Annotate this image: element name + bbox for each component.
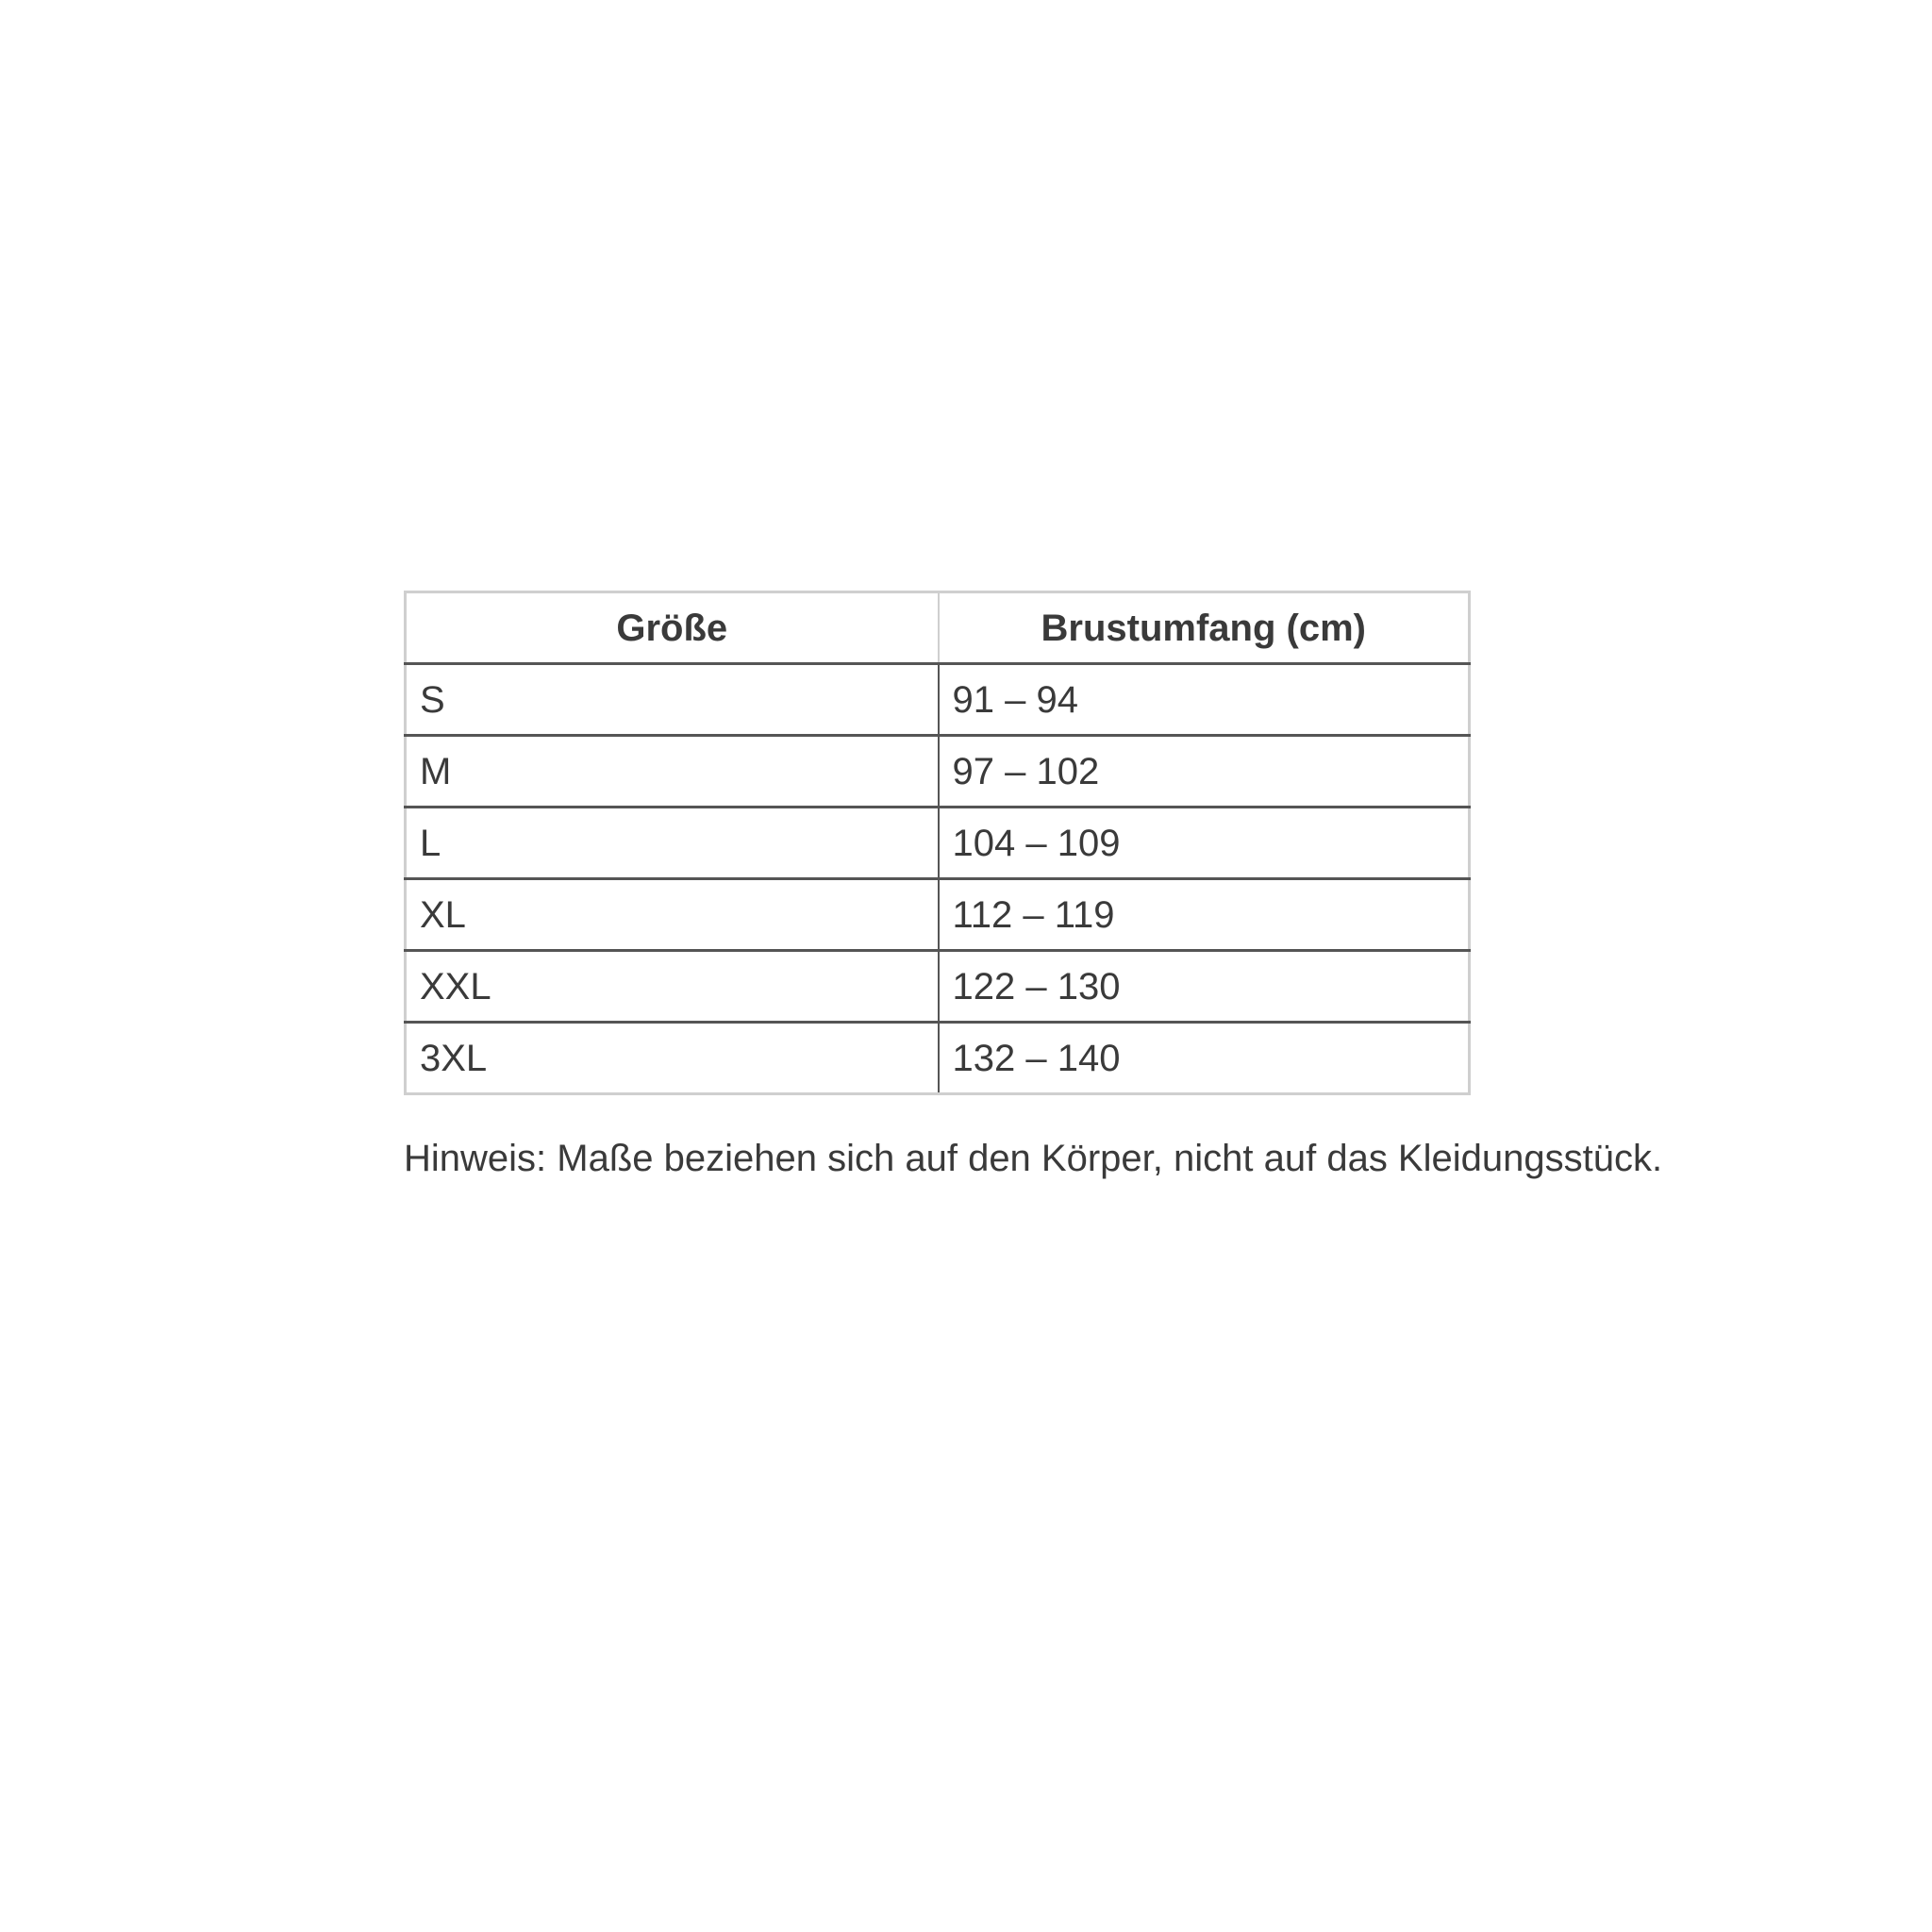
header-row	[406, 592, 1470, 664]
size-chart-table	[404, 591, 1471, 1095]
table-row	[406, 664, 1470, 736]
cell-size: 3XL	[406, 1023, 939, 1094]
measurement-note: Hinweis: Maße beziehen sich auf den Körper, nicht auf das Kleidungsstück.	[404, 1138, 1663, 1179]
header-chest-circumference: Brustumfang (cm)	[939, 592, 1470, 664]
cell-chest: 112 – 119	[939, 879, 1470, 951]
cell-chest: 132 – 140	[952, 1037, 1121, 1079]
cell-size: L	[406, 808, 939, 879]
table-body	[406, 664, 1470, 1094]
cell-chest: 91 – 94	[939, 664, 1470, 736]
cell-size: XL	[406, 879, 939, 951]
cell-chest: 122 – 130	[939, 951, 1470, 1023]
cell-size: M	[406, 736, 939, 808]
table-row	[406, 951, 1470, 1023]
cell-size: XXL	[406, 951, 939, 1023]
header-size: Größe	[406, 592, 939, 664]
table-row	[406, 1023, 1470, 1094]
cell-chest: 104 – 109	[939, 808, 1470, 879]
table-header	[406, 592, 1470, 664]
table-row	[406, 879, 1470, 951]
cell-size: S	[406, 664, 939, 736]
table-row	[406, 736, 1470, 808]
cell-chest: 97 – 102	[939, 736, 1470, 808]
table-row	[406, 808, 1470, 879]
